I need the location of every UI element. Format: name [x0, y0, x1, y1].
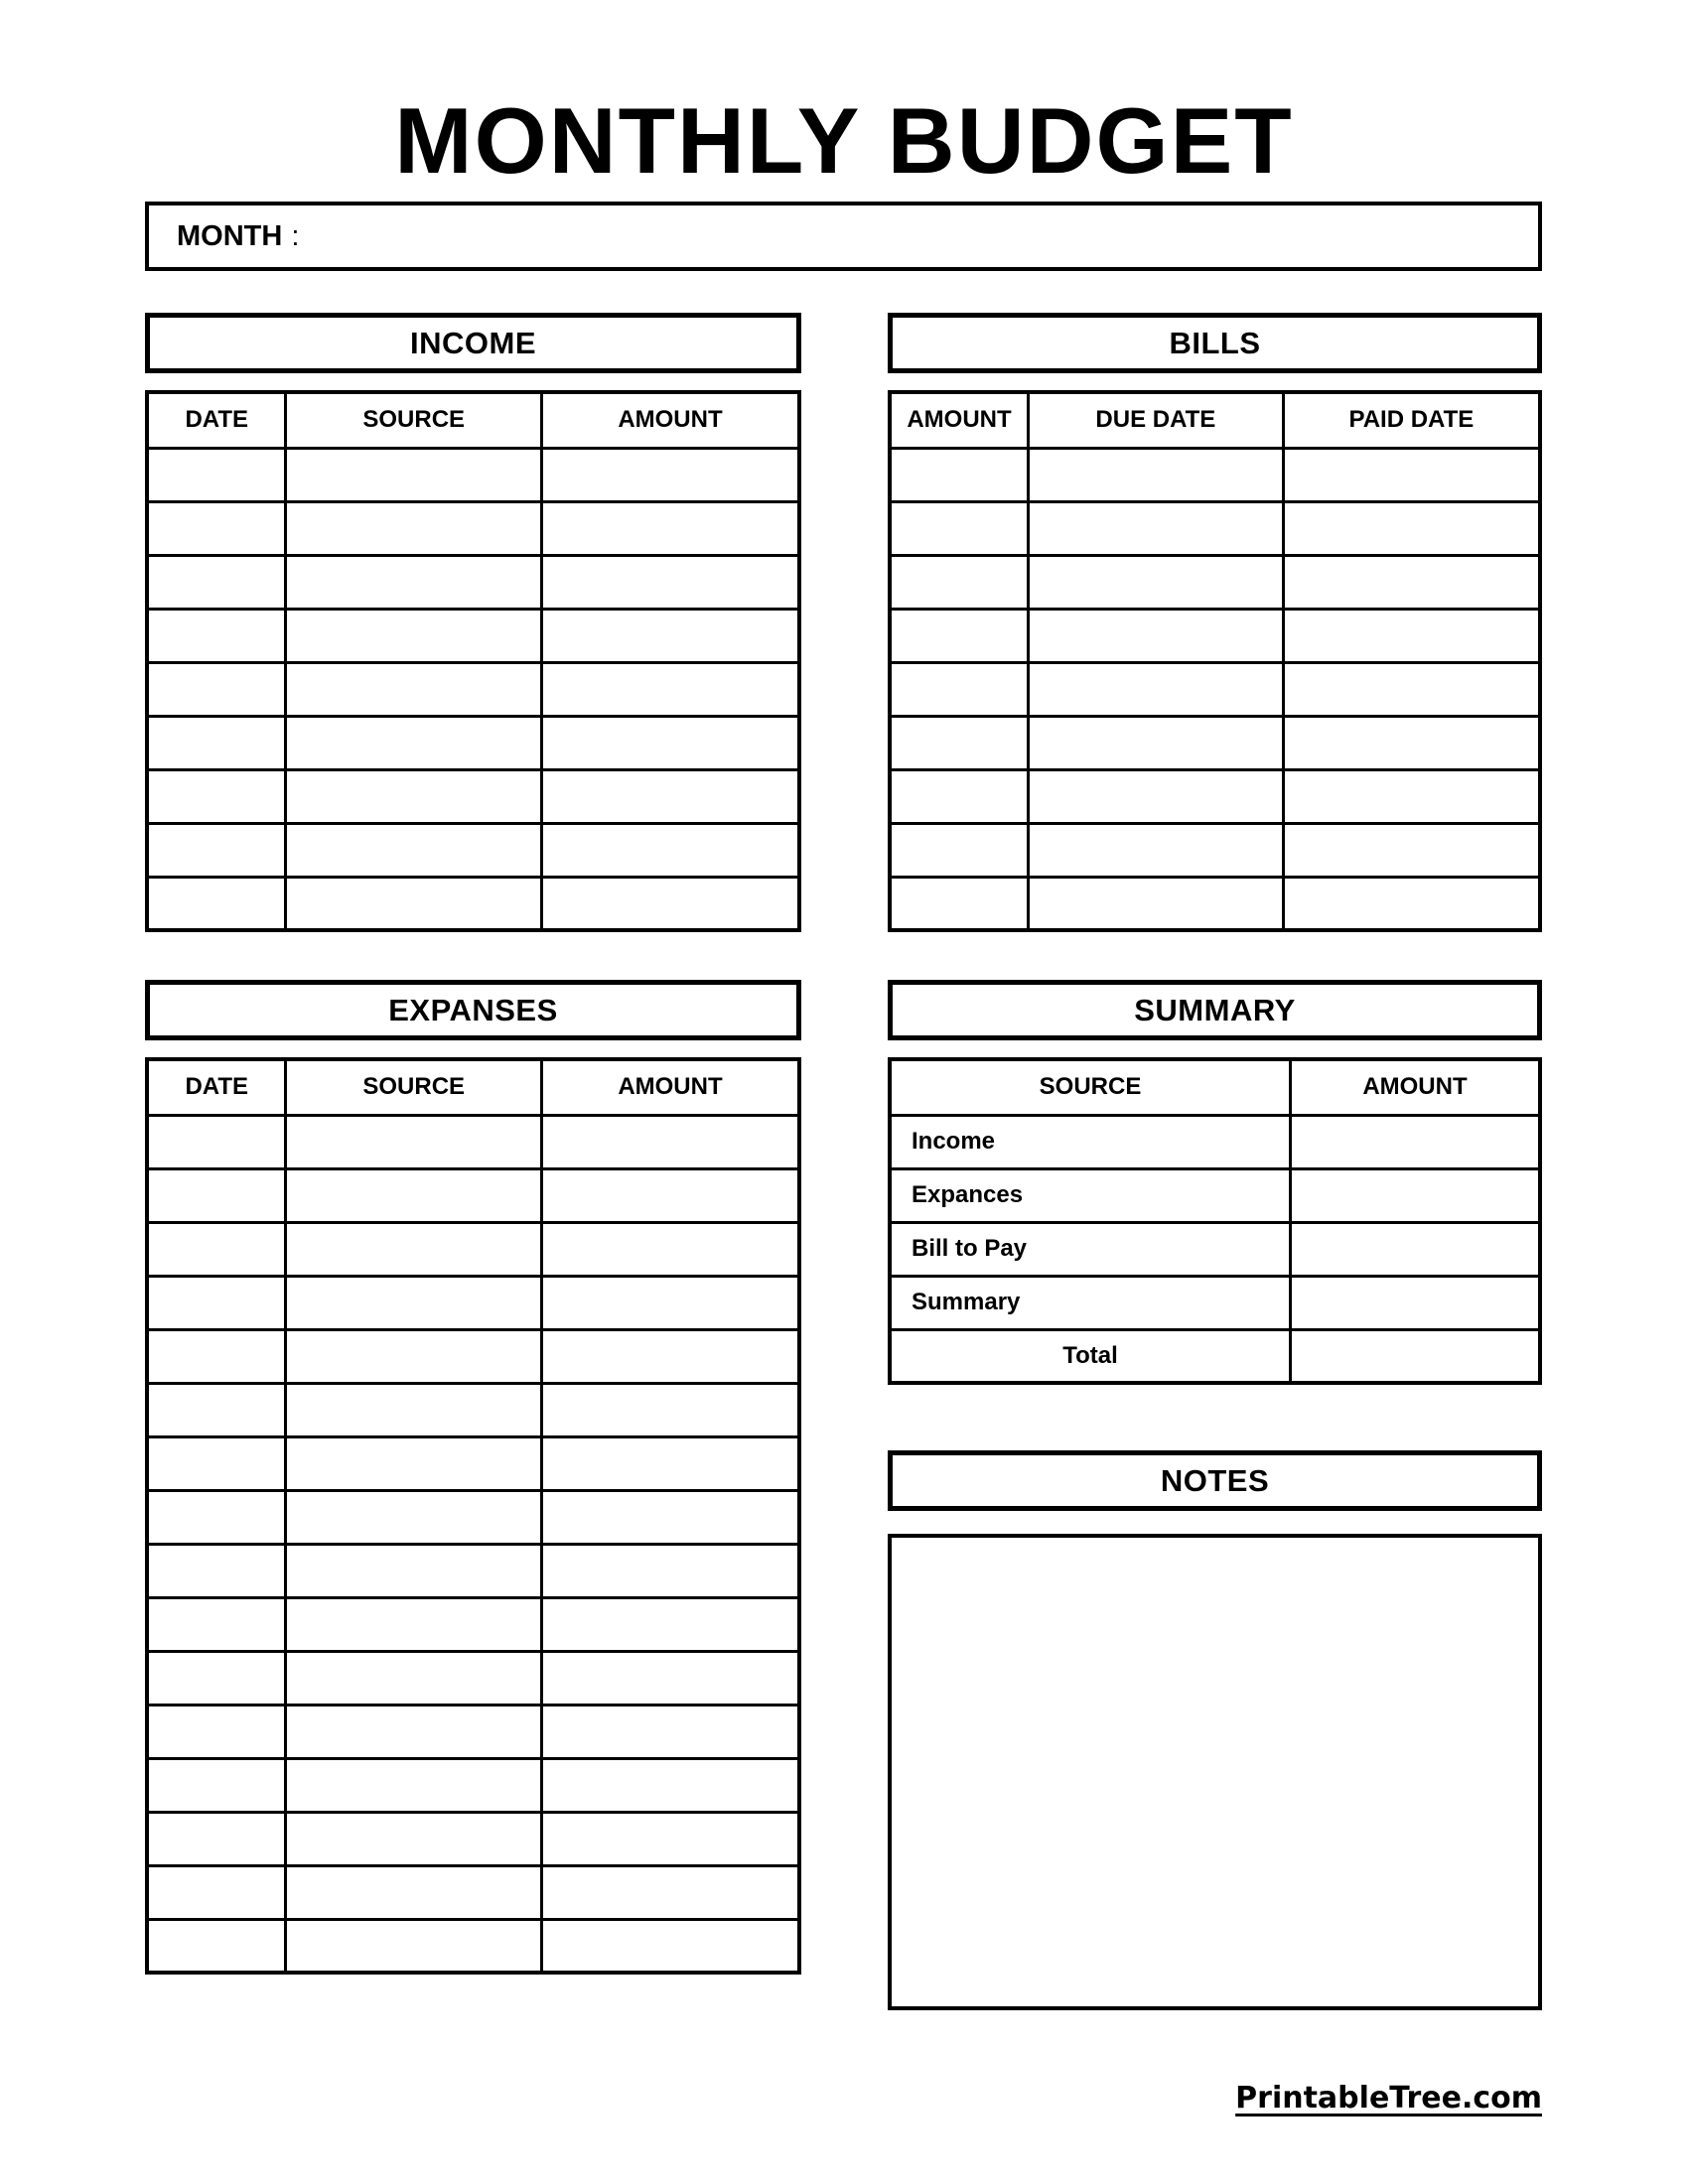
income-cell[interactable] [286, 448, 542, 501]
expenses-cell[interactable] [286, 1919, 542, 1973]
table-row [890, 501, 1540, 555]
expenses-header-row [147, 1059, 799, 1115]
expenses-cell[interactable] [541, 1919, 799, 1973]
expenses-cell[interactable] [541, 1758, 799, 1812]
bills-section-title: BILLS [888, 313, 1542, 373]
income-cell[interactable] [541, 609, 799, 662]
table-row [147, 716, 799, 769]
expenses-cell[interactable] [147, 1597, 286, 1651]
income-cell[interactable] [541, 555, 799, 609]
table-row [890, 555, 1540, 609]
bills-cell[interactable] [890, 448, 1029, 501]
bills-cell[interactable] [890, 555, 1029, 609]
summary-row-label: Bill to Pay [890, 1222, 1290, 1276]
income-cell[interactable] [286, 823, 542, 877]
income-cell[interactable] [286, 662, 542, 716]
expenses-cell[interactable] [541, 1705, 799, 1758]
expenses-cell[interactable] [147, 1329, 286, 1383]
expenses-cell[interactable] [147, 1436, 286, 1490]
summary-amount-cell[interactable] [1290, 1115, 1540, 1168]
income-table [145, 390, 801, 932]
summary-column-header-source: SOURCE [890, 1059, 1290, 1115]
expenses-cell[interactable] [147, 1919, 286, 1973]
bills-cell[interactable] [1029, 609, 1284, 662]
bills-cell[interactable] [1283, 769, 1540, 823]
bills-header-row [890, 392, 1540, 448]
bills-cell[interactable] [1029, 448, 1284, 501]
income-section-title: INCOME [145, 313, 801, 373]
expenses-cell[interactable] [147, 1276, 286, 1329]
table-row [147, 1436, 799, 1490]
footer-link[interactable]: PrintableTree.com [1235, 2081, 1542, 2116]
table-row [890, 448, 1540, 501]
summary-amount-cell[interactable] [1290, 1329, 1540, 1383]
summary-table [888, 1057, 1542, 1385]
expenses-cell[interactable] [286, 1222, 542, 1276]
expenses-column-header-source: SOURCE [286, 1059, 542, 1115]
expenses-cell[interactable] [541, 1812, 799, 1865]
bills-cell[interactable] [890, 662, 1029, 716]
table-row [890, 877, 1540, 930]
expenses-cell[interactable] [286, 1705, 542, 1758]
table-row [890, 769, 1540, 823]
notes-section-title: NOTES [888, 1450, 1542, 1511]
expenses-cell[interactable] [147, 1490, 286, 1544]
expenses-cell[interactable] [286, 1436, 542, 1490]
bills-cell[interactable] [1029, 877, 1284, 930]
table-row [147, 769, 799, 823]
expenses-cell[interactable] [541, 1168, 799, 1222]
table-row [147, 1383, 799, 1436]
summary-row-label: Summary [890, 1276, 1290, 1329]
expenses-cell[interactable] [286, 1651, 542, 1705]
income-cell[interactable] [541, 501, 799, 555]
table-row [890, 609, 1540, 662]
income-cell[interactable] [286, 716, 542, 769]
income-cell[interactable] [147, 555, 286, 609]
income-column-header-amount: AMOUNT [541, 392, 799, 448]
bills-cell[interactable] [1029, 662, 1284, 716]
summary-row-label: Total [890, 1329, 1290, 1383]
expenses-cell[interactable] [286, 1812, 542, 1865]
table-row [147, 1705, 799, 1758]
table-row [147, 1651, 799, 1705]
income-cell[interactable] [147, 716, 286, 769]
income-cell[interactable] [541, 448, 799, 501]
expenses-cell[interactable] [286, 1490, 542, 1544]
expenses-column-header-date: DATE [147, 1059, 286, 1115]
table-row [147, 1919, 799, 1973]
bills-cell[interactable] [1283, 609, 1540, 662]
left-column [145, 0, 801, 1975]
table-row [147, 555, 799, 609]
bills-cell[interactable] [1029, 769, 1284, 823]
summary-row [890, 1329, 1540, 1383]
summary-row-label: Expances [890, 1168, 1290, 1222]
income-cell[interactable] [147, 823, 286, 877]
income-cell[interactable] [147, 609, 286, 662]
summary-row [890, 1168, 1540, 1222]
table-row [147, 1115, 799, 1168]
bills-cell[interactable] [890, 823, 1029, 877]
bills-cell[interactable] [890, 769, 1029, 823]
income-header-row [147, 392, 799, 448]
expenses-cell[interactable] [286, 1865, 542, 1919]
summary-header-row [890, 1059, 1540, 1115]
expenses-cell[interactable] [147, 1758, 286, 1812]
expenses-cell[interactable] [147, 1115, 286, 1168]
income-cell[interactable] [286, 501, 542, 555]
income-cell[interactable] [541, 662, 799, 716]
table-row [890, 823, 1540, 877]
bills-column-header-paid-date: PAID DATE [1283, 392, 1540, 448]
table-row [147, 1168, 799, 1222]
expenses-cell[interactable] [147, 1544, 286, 1597]
expenses-cell[interactable] [147, 1222, 286, 1276]
expenses-cell[interactable] [286, 1115, 542, 1168]
summary-amount-cell[interactable] [1290, 1222, 1540, 1276]
bills-cell[interactable] [1283, 877, 1540, 930]
bills-cell[interactable] [890, 877, 1029, 930]
bills-cell[interactable] [1283, 823, 1540, 877]
bills-column-header-due-date: DUE DATE [1029, 392, 1284, 448]
summary-amount-cell[interactable] [1290, 1276, 1540, 1329]
expenses-cell[interactable] [541, 1490, 799, 1544]
right-column [888, 0, 1542, 2010]
expenses-section-title: EXPANSES [145, 980, 801, 1040]
expenses-column-header-amount: AMOUNT [541, 1059, 799, 1115]
bills-cell[interactable] [1029, 501, 1284, 555]
expenses-cell[interactable] [286, 1168, 542, 1222]
month-colon: : [291, 219, 300, 252]
table-row [147, 448, 799, 501]
table-row [147, 1329, 799, 1383]
summary-amount-cell[interactable] [1290, 1168, 1540, 1222]
table-row [147, 1758, 799, 1812]
expenses-cell[interactable] [541, 1383, 799, 1436]
expenses-cell[interactable] [286, 1329, 542, 1383]
table-row [147, 877, 799, 930]
income-cell[interactable] [147, 877, 286, 930]
income-cell[interactable] [286, 555, 542, 609]
summary-column-header-amount: AMOUNT [1290, 1059, 1540, 1115]
table-row [147, 1544, 799, 1597]
bills-cell[interactable] [1029, 555, 1284, 609]
table-row [147, 1812, 799, 1865]
expenses-cell[interactable] [286, 1383, 542, 1436]
expenses-cell[interactable] [147, 1651, 286, 1705]
month-label: MONTH [177, 219, 283, 252]
income-cell[interactable] [541, 877, 799, 930]
summary-row [890, 1222, 1540, 1276]
table-row [147, 1222, 799, 1276]
income-column-header-source: SOURCE [286, 392, 542, 448]
expenses-cell[interactable] [147, 1705, 286, 1758]
page-title: MONTHLY BUDGET [394, 88, 1294, 193]
bills-cell[interactable] [890, 501, 1029, 555]
table-row [147, 501, 799, 555]
income-cell[interactable] [147, 662, 286, 716]
expenses-cell[interactable] [147, 1812, 286, 1865]
bills-table [888, 390, 1542, 932]
table-row [890, 716, 1540, 769]
table-row [147, 1276, 799, 1329]
expenses-cell[interactable] [286, 1276, 542, 1329]
income-cell[interactable] [286, 877, 542, 930]
bills-cell[interactable] [890, 716, 1029, 769]
summary-row-label: Income [890, 1115, 1290, 1168]
table-row [147, 1597, 799, 1651]
bills-cell[interactable] [1029, 716, 1284, 769]
expenses-cell[interactable] [541, 1115, 799, 1168]
income-cell[interactable] [541, 716, 799, 769]
summary-row [890, 1115, 1540, 1168]
bills-cell[interactable] [890, 609, 1029, 662]
table-row [147, 609, 799, 662]
expenses-cell[interactable] [147, 1865, 286, 1919]
income-cell[interactable] [286, 609, 542, 662]
expenses-cell[interactable] [541, 1222, 799, 1276]
income-cell[interactable] [147, 769, 286, 823]
expenses-cell[interactable] [541, 1436, 799, 1490]
table-row [147, 1865, 799, 1919]
expenses-cell[interactable] [286, 1544, 542, 1597]
table-row [147, 823, 799, 877]
expenses-cell[interactable] [286, 1758, 542, 1812]
bills-cell[interactable] [1283, 501, 1540, 555]
expenses-cell[interactable] [286, 1597, 542, 1651]
bills-cell[interactable] [1283, 716, 1540, 769]
bills-cell[interactable] [1029, 823, 1284, 877]
bills-cell[interactable] [1283, 555, 1540, 609]
summary-row [890, 1276, 1540, 1329]
expenses-cell[interactable] [541, 1329, 799, 1383]
expenses-cell[interactable] [541, 1865, 799, 1919]
table-row [147, 1490, 799, 1544]
income-cell[interactable] [147, 501, 286, 555]
notes-area[interactable] [888, 1534, 1542, 2010]
income-cell[interactable] [541, 823, 799, 877]
income-cell[interactable] [286, 769, 542, 823]
bills-cell[interactable] [1283, 662, 1540, 716]
table-row [147, 662, 799, 716]
table-row [890, 662, 1540, 716]
expenses-cell[interactable] [147, 1383, 286, 1436]
expenses-cell[interactable] [147, 1168, 286, 1222]
expenses-cell[interactable] [541, 1597, 799, 1651]
expenses-cell[interactable] [541, 1651, 799, 1705]
expenses-cell[interactable] [541, 1544, 799, 1597]
bills-cell[interactable] [1283, 448, 1540, 501]
expenses-cell[interactable] [541, 1276, 799, 1329]
bills-column-header-amount: AMOUNT [890, 392, 1029, 448]
summary-section-title: SUMMARY [888, 980, 1542, 1040]
income-cell[interactable] [541, 769, 799, 823]
income-cell[interactable] [147, 448, 286, 501]
income-column-header-date: DATE [147, 392, 286, 448]
expenses-table [145, 1057, 801, 1975]
